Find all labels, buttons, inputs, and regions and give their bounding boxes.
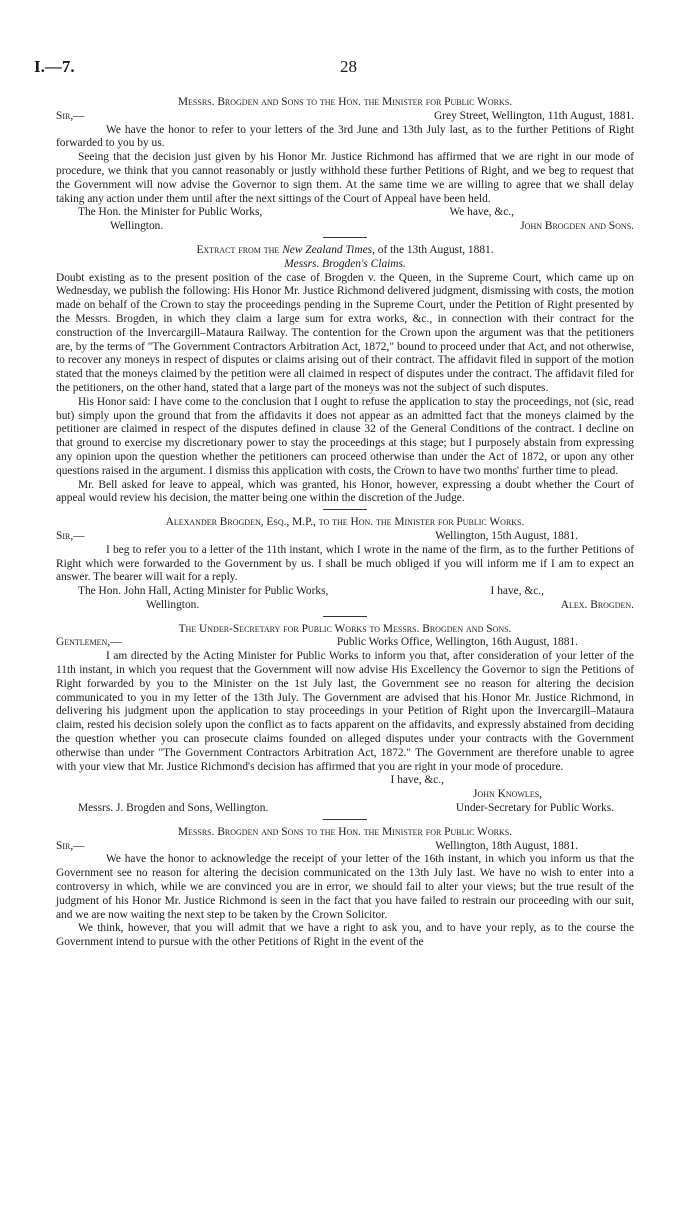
sign-off-row: [56, 220, 634, 234]
section-divider: [323, 509, 367, 510]
addressee: The Hon. John Hall, Acting Minister for Public Works,: [78, 585, 329, 598]
addressee-city: Wellington.: [110, 220, 164, 233]
addressee: The Hon. the Minister for Public Works,: [78, 206, 263, 219]
extract-paragraph: Mr. Bell asked for leave to appeal, which was granted, his Honor, however, expressing a doubt whether the Court of appeal would review his decision, the matter being one within the discretion of the Judge.: [56, 478, 634, 505]
letter-header-row: [56, 636, 634, 650]
signatory-title: Under-Secretary for Public Works.: [455, 802, 614, 815]
newspaper-extract: [56, 244, 634, 506]
parliamentary-paper-ref: I.—7.: [34, 57, 75, 76]
salutation: Sir,—: [56, 109, 85, 122]
letter-header-row: [56, 840, 634, 854]
sign-off-row: [56, 206, 634, 220]
closing: We have, &c.,: [449, 206, 514, 219]
letter-paragraph: We have the honor to refer to your letters of the 3rd June and 13th July last, as to the further Petitions of Right forwarded to you by us.: [56, 123, 634, 150]
closing: I have, &c.,: [390, 774, 444, 787]
letter-title: Alexander Brogden, Esq., M.P., to the Hon. the Minister for Public Works.: [165, 516, 525, 529]
extract-title: [56, 244, 634, 258]
page-content: [56, 96, 634, 950]
letter-address-date: Grey Street, Wellington, 11th August, 1881.: [434, 109, 634, 122]
sign-off-row: [56, 802, 634, 816]
letter-address-date: Public Works Office, Wellington, 16th August, 1881.: [336, 636, 578, 649]
letter-brogden-18-aug: [56, 826, 634, 950]
addressee-city: Wellington.: [146, 598, 200, 611]
letter-brogden-11-aug: [56, 96, 634, 234]
letter-header-row: [56, 110, 634, 124]
extract-title-suffix: , of the 13th August, 1881.: [372, 243, 494, 256]
extract-paragraph: Doubt existing as to the present position of the case of Brogden v. the Queen, in the Supreme Court, which came up on Wednesday, we publish the following: His Honor Mr. Justice Richmond delivered judgment, dismissing with costs, the motion made on behalf of the Crown to stay the proceedings pending in the Supreme Court, under the Petition of Right presented by the Messrs. Brogden, in which they claim a large sum for extra works, &c., in connection with their contract for the construction of the Invercargill–Mataura Railway. The contention for the Crown upon the argument was that the petitioners are, by the terms of "The Government Contractors Arbitration Act, 1872," bound to proceed under that Act, and not otherwise, to recover any moneys in respect of disputes or claims arising out of their contract. The affidavit filed in support of the motion stated that the moneys claimed by the petition were all claimed in respect of disputes under the contract. The affidavit filed for the petitioners, on the other hand, stated that a large part of the moneys was not the subject of such disputes.: [56, 271, 634, 394]
letter-paragraph: I am directed by the Acting Minister for Public Works to inform you that, after consideration of your letter of the 11th instant, in which you request that the Government will now advise His Excellency the Governor to sign the Petitions of Right forwarded by you to the Minister on the 1st July last, the Government see no reason for altering the decision communicated to you in my letter of the 13th July. The Government are advised that his Honor Mr. Justice Richmond, in delivering his judgment upon the application to stay proceedings in your Petition of Right upon the Invercargill–Mataura claim, rested his decision solely upon the conflict as to facts apparent on the affidavits, and expressly abstained from deciding the question whether you can prosecute claims founded on alleged disputes under your contracts with the Government otherwise than under "The Government Contractors Arbitration Act, 1872." The Government are therefore unable to agree with your view that Mr. Justice Richmond's decision has affirmed that you are right in your mode of procedure.: [56, 650, 634, 773]
signature: John Brogden and Sons.: [520, 220, 634, 233]
letter-header-row: [56, 530, 634, 544]
sign-off-row: [56, 788, 634, 802]
signature: Alex. Brogden.: [560, 598, 634, 611]
letter-address-date: Wellington, 18th August, 1881.: [435, 839, 578, 852]
letter-paragraph: We have the honor to acknowledge the receipt of your letter of the 16th instant, in which you inform us that the Government see no reason for altering the decision communicated on the 13th July last. We have no wish to enter into a controversy in which, while we are convinced you are in error, we should fail to alter your views; but the true result of the judgment of his Honor Mr. Justice Richmond is seen in the fact that you have failed to restrain our proceeding with our suit, and we are now waiting the next step to be taken by the Crown Solicitor.: [56, 853, 634, 921]
closing: I have, &c.,: [490, 585, 544, 598]
letter-paragraph: Seeing that the decision just given by his Honor Mr. Justice Richmond has affirmed that we are right in our mode of procedure, we think that you cannot reasonably or justly withhold these further Petitions of Right, and we beg to request that the Government will now advise the Governor to sign them. At the same time we are willing to agree that we shall delay taking any action under them until after the next sittings of the Court of Appeal have been held.: [56, 151, 634, 205]
salutation: Sir,—: [56, 529, 85, 542]
letter-paragraph: I beg to refer you to a letter of the 11th instant, which I wrote in the name of the firm, as to the further Petitions of Right which were forwarded to the Government by us. I shall be much obliged if you will inform me if I am to expect an answer. The bearer will wait for a reply.: [56, 543, 634, 584]
extract-subtitle-text: Messrs. Brogden's Claims.: [284, 257, 406, 270]
newspaper-name: New Zealand Times: [282, 243, 373, 256]
letter-address-date: Wellington, 15th August, 1881.: [435, 529, 578, 542]
letter-under-secretary-16-aug: [56, 623, 634, 816]
letter-title: The Under-Secretary for Public Works to Messrs. Brogden and Sons.: [178, 622, 512, 635]
sign-off-row: [56, 585, 634, 599]
page-number: 28: [340, 57, 357, 76]
sign-off-row: [56, 774, 634, 788]
section-divider: [323, 819, 367, 820]
letter-title: Messrs. Brogden and Sons to the Hon. the Minister for Public Works.: [177, 825, 513, 838]
salutation: Sir,—: [56, 839, 85, 852]
sign-off-row: [56, 599, 634, 613]
addressee: Messrs. J. Brogden and Sons, Wellington.: [78, 802, 269, 815]
extract-title-prefix: Extract from the: [196, 243, 280, 256]
letter-alex-brogden-15-aug: [56, 516, 634, 613]
salutation: Gentlemen,—: [56, 636, 122, 649]
section-divider: [323, 616, 367, 617]
letter-title: Messrs. Brogden and Sons to the Hon. the Minister for Public Works.: [177, 96, 513, 108]
extract-subtitle: [56, 258, 634, 272]
section-divider: [323, 237, 367, 238]
signature: John Knowles,: [472, 788, 542, 801]
extract-paragraph: His Honor said: I have come to the conclusion that I ought to refuse the application to stay the proceedings, not (sic, read but) simply upon the ground that from the affidavits it does not appear as an admitted fact that the moneys claimed by the petitioner are claimed in respect of the disputes defined in clause 32 of the General Conditions of the contract. I decline on that ground to exercise my discretionary power to stay the proceedings at this stage; but I purposely abstain from expressing any opinion upon the question whether the petitioners can proceed otherwise than under the Act of 1872, or upon any other questions raised in the argument. I dismiss this application with costs, the Crown to have two months' further time to plead.: [56, 395, 634, 477]
letter-paragraph: We think, however, that you will admit that we have a right to ask you, and to have your reply, as to the course the Government intend to pursue with the other Petitions of Right in the event of the: [56, 922, 634, 949]
